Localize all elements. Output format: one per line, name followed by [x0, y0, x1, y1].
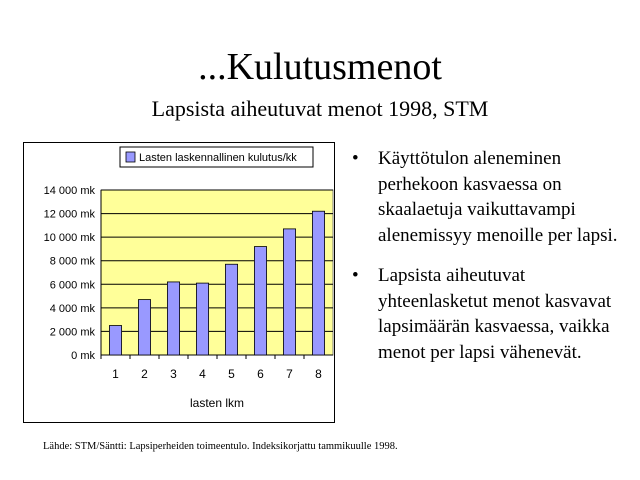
source-note: Lähde: STM/Säntti: Lapsiperheiden toimeentulo. Indeksikorjattu tammikuulle 1998. — [43, 441, 398, 452]
y-tick-label: 12 000 mk — [43, 208, 95, 221]
y-tick-label: 14 000 mk — [43, 185, 95, 197]
y-tick-label: 8 000 mk — [49, 255, 95, 268]
bullet-text: Käyttötulon aleneminen perhekoon kasvaessa on skaalaetuja vaikuttavampi alenemissyy menoille per lapsi. — [378, 148, 618, 246]
plot-area — [101, 190, 333, 355]
bullet-text: Lapsista aiheutuvat yhteenlasketut menot kasvavat lapsimäärän kasvaessa, vaikka menot per lapsi vähenevät. — [378, 265, 612, 363]
x-tick-label: 7 — [286, 367, 293, 381]
x-tick-label: 6 — [257, 367, 264, 381]
x-axis-label: lasten lkm — [189, 396, 245, 410]
bar — [225, 264, 237, 355]
bar — [283, 229, 295, 355]
x-tick-label: 4 — [199, 367, 206, 381]
y-tick-label: 10 000 mk — [43, 232, 95, 245]
legend-swatch — [126, 152, 135, 162]
x-tick-label: 8 — [315, 367, 322, 381]
bullet-list — [350, 146, 630, 380]
bullet-marker: • — [352, 265, 359, 286]
bullet-item — [350, 263, 630, 365]
bar — [138, 300, 150, 355]
bar — [196, 283, 208, 355]
bullet-item — [350, 146, 630, 248]
x-tick-label: 2 — [141, 367, 148, 381]
bar — [312, 211, 324, 355]
y-tick-label: 4 000 mk — [49, 302, 95, 315]
bar-chart — [24, 143, 336, 424]
legend-label: Lasten laskennallinen kulutus/kk — [139, 152, 297, 164]
y-tick-label: 6 000 mk — [49, 279, 95, 292]
slide-subtitle: Lapsista aiheutuvat menot 1998, STM — [151, 96, 489, 121]
y-tick-label: 2 000 mk — [49, 326, 95, 339]
bar — [109, 326, 121, 355]
bar — [254, 247, 266, 355]
slide-title: ...Kulutusmenot — [198, 46, 442, 88]
bullet-marker: • — [352, 148, 359, 169]
x-tick-label: 3 — [170, 367, 177, 381]
bar — [167, 282, 179, 355]
chart-frame — [23, 142, 335, 423]
y-tick-label: 0 mk — [71, 350, 95, 362]
x-tick-label: 5 — [228, 367, 235, 381]
x-tick-label: 1 — [112, 367, 119, 381]
